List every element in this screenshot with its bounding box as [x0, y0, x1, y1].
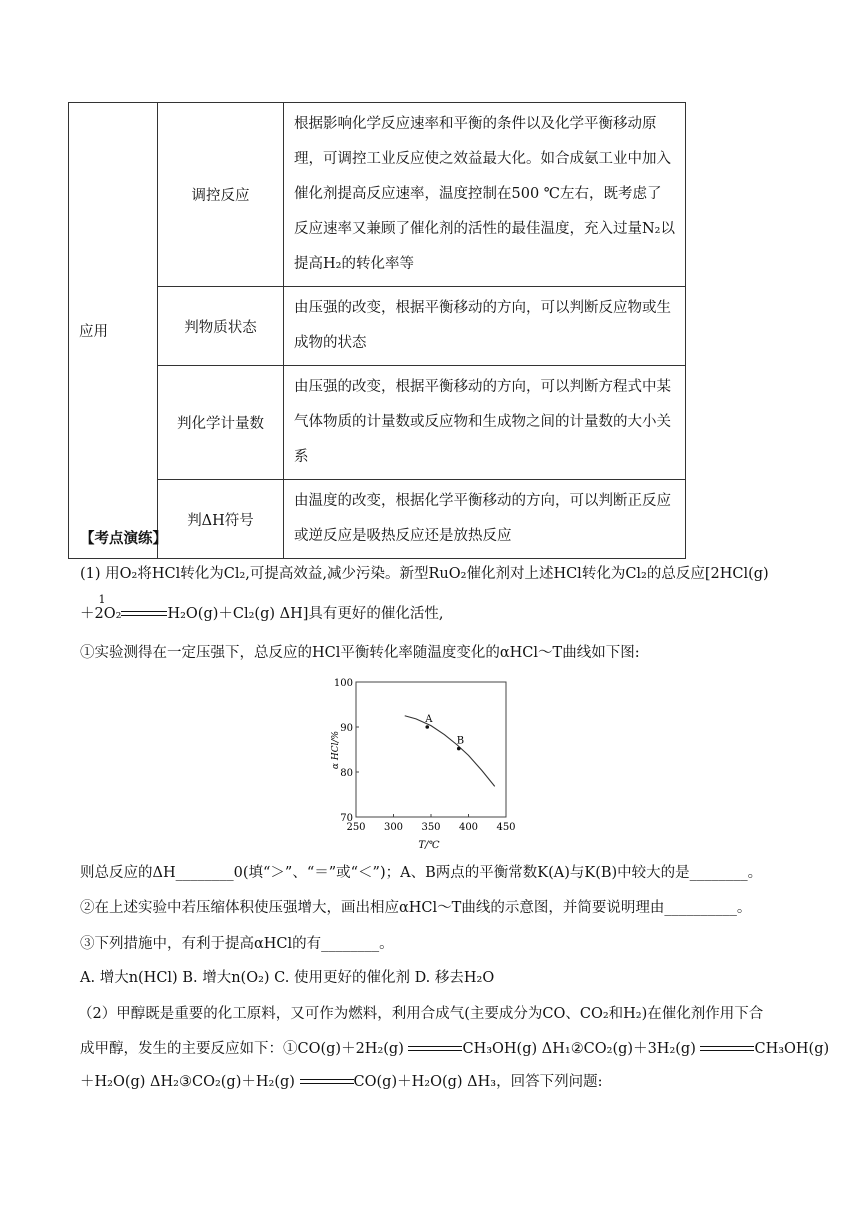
row-label: 判化学计量数 — [158, 366, 284, 480]
x-axis-label: T/℃ — [418, 840, 440, 851]
q2-line2-part-a: 成甲醇，发生的主要反应如下：①CO(g)＋2H₂(g) — [80, 1041, 404, 1057]
row-label: 判ΔH符号 — [158, 480, 284, 559]
section-title: 【考点演练】 — [80, 531, 167, 547]
y-tick-label: 80 — [340, 768, 353, 779]
q1-line5: ②在上述实验中若压缩体积使压强增大，画出相应αHCl～T曲线的示意图，并简要说明理由__________。 — [80, 900, 752, 916]
q2-line2-part-c: CH₃OH(g) — [754, 1041, 830, 1057]
equilibrium-arrow-icon — [408, 1044, 462, 1054]
conversion-chart — [326, 670, 516, 852]
q1-line1: (1) 用O₂将HCl转化为Cl₂,可提高效益,减少污染。新型RuO₂催化剂对上述HCl转化为Cl₂的总反应[2HCl(g) — [80, 566, 769, 582]
x-tick-label: 400 — [458, 822, 479, 833]
conversion-curve — [405, 716, 495, 787]
x-tick-label: 350 — [421, 822, 441, 833]
q1-line4: 则总反应的ΔH________0(填“＞”、“＝”或“＜”)；A、B两点的平衡常数K(A)与K(B)中较大的是________。 — [80, 865, 763, 881]
fraction-numerator: 1 — [98, 593, 106, 606]
q2-line2 — [80, 1038, 829, 1060]
plus-sign: ＋ — [80, 606, 95, 622]
x-tick-label: 300 — [383, 822, 404, 833]
y-tick-label: 70 — [340, 813, 353, 824]
row-content: 由压强的改变，根据平衡移动的方向，可以判断反应物或生成物的状态 — [284, 287, 686, 366]
row-content: 根据影响化学反应速率和平衡的条件以及化学平衡移动原理，可调控工业反应使之效益最大化。如合成氨工业中加入催化剂提高反应速率，温度控制在500 ℃左右，既考虑了反应速率又兼顾了催化剂的活性的最佳温度，充入过量N₂以提高H₂的转化率等 — [284, 103, 686, 287]
point-a — [425, 725, 429, 729]
point-label-a: A — [425, 714, 433, 725]
row-label: 调控反应 — [158, 103, 284, 287]
point-label-b: B — [456, 735, 465, 747]
category-cell: 应用 — [69, 103, 158, 559]
equilibrium-arrow-icon — [700, 1044, 754, 1054]
row-content: 由压强的改变，根据平衡移动的方向，可以判断方程式中某气体物质的计量数或反应物和生成物之间的计量数的大小关系 — [284, 366, 686, 480]
plot-border — [356, 682, 506, 817]
y-axis-label: α HCl/% — [331, 730, 341, 770]
products-term: H₂O(g)＋Cl₂(g) ΔH]具有更好的催化活性, — [167, 606, 444, 622]
q1-line3: ①实验测得在一定压强下，总反应的HCl平衡转化率随温度变化的αHCl～T曲线如下图: — [80, 645, 640, 661]
q2-line3-part-a: ＋H₂O(g) ΔH₂③CO₂(g)＋H₂(g) — [80, 1074, 295, 1090]
q2-line3-part-b: CO(g)＋H₂O(g) ΔH₃，回答下列问题: — [353, 1074, 603, 1090]
q1-line2 — [80, 593, 444, 625]
application-table — [68, 102, 686, 559]
point-b — [457, 747, 461, 751]
q2-line3 — [80, 1071, 603, 1093]
x-tick-label: 450 — [496, 822, 516, 833]
chart-frame — [356, 682, 506, 817]
q2-line1: （2）甲醇既是重要的化工原料，又可作为燃料，利用合成气(主要成分为CO、CO₂和H₂)在催化剂作用下合 — [78, 1006, 764, 1022]
y-tick-label: 100 — [333, 678, 353, 689]
q1-options: A. 增大n(HCl) B. 增大n(O₂) C. 使用更好的催化剂 D. 移去H₂O — [80, 970, 495, 986]
equilibrium-arrow-icon — [121, 609, 167, 619]
o2-term: 2O₂ — [94, 606, 122, 622]
x-tick-label: 250 — [346, 822, 366, 833]
row-label: 判物质状态 — [158, 287, 284, 366]
row-content: 由温度的改变，根据化学平衡移动的方向，可以判断正反应或逆反应是吸热反应还是放热反应 — [284, 480, 686, 559]
q1-line6: ③下列措施中，有利于提高αHCl的有________。 — [80, 936, 394, 952]
equilibrium-arrow-icon — [300, 1077, 354, 1087]
y-tick-label: 90 — [340, 723, 353, 734]
q2-line2-part-b: CH₃OH(g) ΔH₁②CO₂(g)＋3H₂(g) — [462, 1041, 696, 1057]
